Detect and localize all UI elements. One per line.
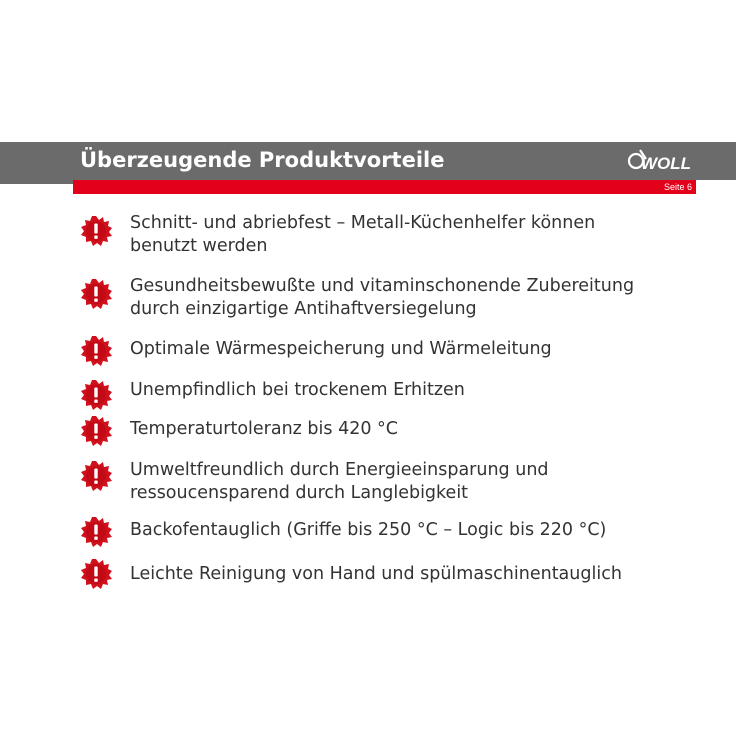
list-item-text: Backofentauglich (Griffe bis 250 °C – Logic bis 220 °C) [130,520,607,540]
page-number: Seite 6 [663,182,692,192]
slide [0,142,736,594]
header-bar [0,142,736,180]
list-item-text: Temperaturtoleranz bis 420 °C [130,419,399,439]
list-item-text: Gesundheitsbewußte und vitaminschonende Zubereitung durch einzigartige Antihaftversiegelung [130,276,635,319]
exclamation-burst-icon [80,516,112,548]
header-white-strip [26,184,73,194]
logo-text: WOLL [641,154,692,173]
list-item-text: Schnitt- und abriebfest – Metall-Küchenhelfer können benutzt werden [130,213,596,256]
exclamation-burst-icon [80,415,112,447]
exclamation-burst-icon [80,460,112,492]
list-item-text: Optimale Wärmespeicherung und Wärmeleitung [130,339,552,359]
list-item-text: Umweltfreundlich durch Energieeinsparung und ressoucensparend durch Langlebigkeit [130,460,549,503]
list-item-text: Unempfindlich bei trockenem Erhitzen [130,380,465,400]
slide-title: Überzeugende Produktvorteile [80,148,445,172]
exclamation-burst-icon [80,379,112,411]
exclamation-burst-icon [80,558,112,590]
header-red-bar [73,180,696,194]
exclamation-burst-icon [80,215,112,247]
exclamation-burst-icon [80,278,112,310]
list-item-text: Leichte Reinigung von Hand und spülmaschinentauglich [130,564,622,584]
exclamation-burst-icon [80,335,112,367]
woll-logo [626,147,700,175]
